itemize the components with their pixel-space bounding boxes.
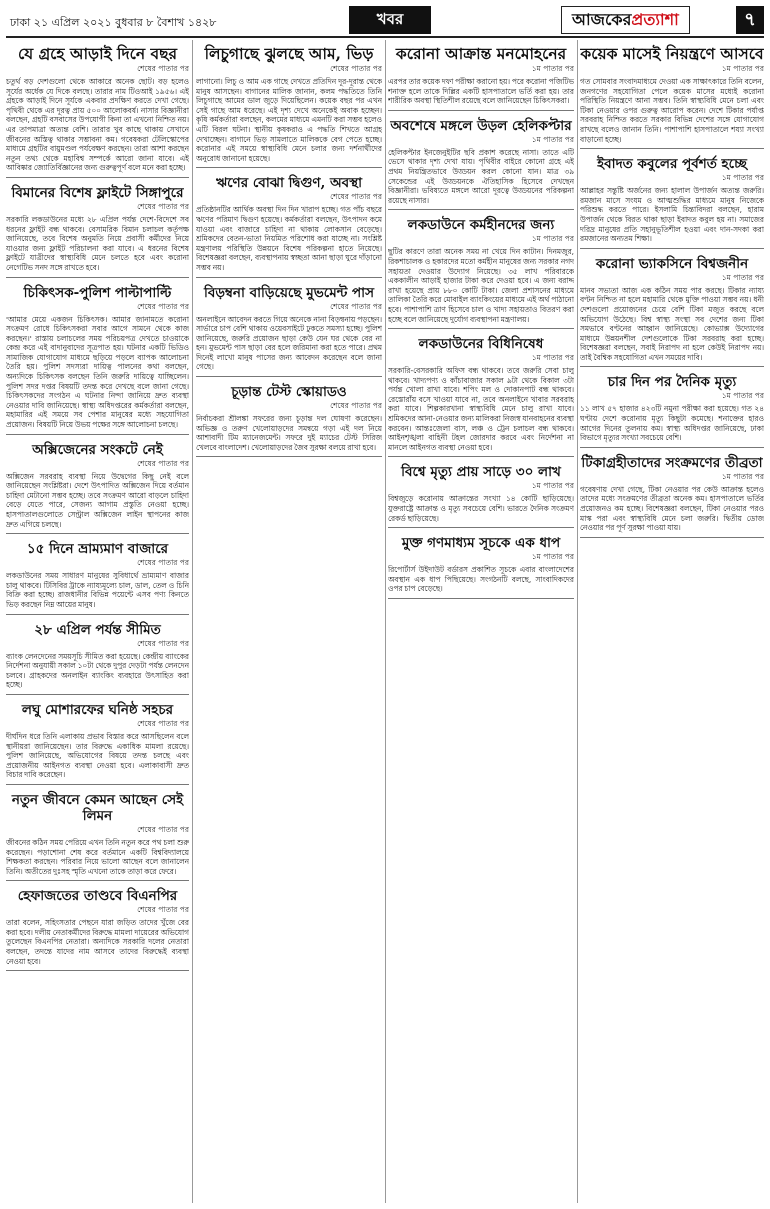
article-headline: করোনা ভ্যাকসিনে বিশ্বজনীন <box>595 255 749 272</box>
column-divider <box>385 40 386 1203</box>
article-headline: নতুন জীবনে কেমন আছেন সেই লিমন <box>11 791 184 824</box>
article-body: বিশ্বজুড়ে করোনায় আক্রান্তের সংখ্যা ১৪ কোটি ছাড়িয়েছে। যুক্তরাষ্ট্রে আক্রান্ত ও মৃত্যু সবচেয়ে বেশি। ভারতে দৈনিক সংক্রমণ রেকর্ড ছাড়িয়েছে। <box>388 494 574 523</box>
news-article <box>6 40 189 178</box>
article-headline: ১৫ দিনে ভ্রাম্যমাণ বাজারে <box>26 541 169 558</box>
article-headline: বিড়ম্বনা বাড়িয়েছে মুভমেন্ট পাস <box>203 284 375 301</box>
article-headline: যে গ্রহে আড়াই দিনে বছর <box>17 44 178 63</box>
column-2 <box>196 40 382 1203</box>
article-continuation-note: শেষের পাতার পর <box>330 64 382 73</box>
article-body: এরপর তার কয়েক দফা পরীক্ষা করানো হয়। পরে করোনা পজিটিভ শনাক্ত হলে তাকে দিল্লির একটি হাসপাতালে ভর্তি করা হয়। তার শারীরিক অবস্থা স্থিতিশীল রয়েছে বলে জানিয়েছেন চিকিৎসকরা। <box>388 77 574 106</box>
article-continuation-note: শেষের পাতার পর <box>137 301 189 311</box>
article-body: ১১ লাখ ৫৭ হাজার ৪২৩টি নমুনা পরীক্ষা করা হয়েছে। গত ২৪ ঘণ্টায় দেশে করোনায় মৃত্যু কিছুটা কমেছে। শনাক্তের হারও আগের দিনের তুলনায় কম। স্বাস্থ্য অধিদপ্তর জানিয়েছে, ঢাকা বিভাগে মৃত্যুর সংখ্যা সবচেয়ে বেশি। <box>580 404 764 443</box>
logo-accent: প্রত্যাশা <box>631 9 679 29</box>
article-body: দীর্ঘদিন ধরে তিনি এলাকায় প্রভাব বিস্তার করে আসছিলেন বলে স্থানীয়রা জানিয়েছেন। তার বিরুদ্ধে একাধিক মামলা রয়েছে। পুলিশ জানিয়েছে, অভিযোগের বিষয়ে তদন্ত চলছে এবং প্রয়োজনীয় আইনগত ব্যবস্থা নেওয়া হবে। এলাকাবাসী দ্রুত বিচার দাবি করেছেন। <box>6 731 189 780</box>
article-headline: অবশেষে মঙ্গলে উড়ল হেলিকপ্টার <box>390 117 572 134</box>
news-article <box>6 884 189 971</box>
article-headline: বিমানের বিশেষ ফ্লাইটে সিঙ্গাপুরে <box>11 184 184 201</box>
section-label: খবর <box>349 6 431 34</box>
article-headline: কয়েক মাসেই নিয়ন্ত্রণে আসবে <box>580 44 764 63</box>
article-continuation-note: ১ম পাতার পর <box>531 234 574 244</box>
news-article <box>6 618 189 695</box>
news-article <box>580 152 764 249</box>
article-headline: ঋণের বোঝা দ্বিগুণ, অবস্থা <box>215 175 363 192</box>
article-body: ব্যাংক লেনদেনের সময়সূচি সীমিত করা হয়েছে। কেন্দ্রীয় ব্যাংকের নির্দেশনা অনুযায়ী সকাল ১০টা থেকে দুপুর দেড়টা পর্যন্ত লেনদেন চলবে। গ্রাহকদের অনলাইন ব্যাংকিং ব্যবহারে উৎসাহিত করা হচ্ছে। <box>6 651 189 690</box>
news-article <box>580 451 764 538</box>
article-headline: করোনা আক্রান্ত মনমোহনের <box>395 44 567 63</box>
article-headline: লকডাউনে কর্মহীনদের জন্য <box>407 217 555 234</box>
article-continuation-note: শেষের পাতার পর <box>330 401 382 411</box>
article-continuation-note: ১ম পাতার পর <box>531 134 574 144</box>
article-continuation-note: শেষের পাতার পর <box>137 718 189 728</box>
logo-main: আজকের <box>572 9 632 29</box>
article-continuation-note: শেষের পাতার পর <box>137 64 189 73</box>
article-headline: লকডাউনের বিধিনিষেধ <box>418 336 544 353</box>
news-article <box>6 181 189 278</box>
news-article <box>388 213 574 329</box>
article-continuation-note: ১ম পাতার পর <box>531 64 574 73</box>
article-body: চতুর্থ বড় দেশগুলো থেকে আকারে অনেক ছোট। বড় হলেও সূর্যের অর্ধেক যে দিকে বলছে। তারার নাম টিওআই ১৯৫৬। এই গ্রহকে আড়াই দিনে সূর্যকে একবার প্রদক্ষিণ করতে দেখা গেছে। পৃথিবী থেকে এর দূরত্ব প্রায় ৫০০ আলোকবর্ষ। নাসার বিজ্ঞানীরা বলছেন, গ্রহটি বসবাসের উপযোগী কিনা তা এখনো নিশ্চিত নয়। এর তাপমাত্রা অত্যন্ত বেশি। তারার খুব কাছে থাকায় সেখানে জীবনের অস্তিত্ব থাকার সম্ভাবনা কম। গবেষকরা টেলিস্কোপের মাধ্যমে গ্রহটির বায়ুমণ্ডল পর্যবেক্ষণ করছেন। তারা আশা করছেন নতুন তথ্য থেকে মহাবিশ্ব সম্পর্কে আরো জানা যাবে। এই আবিষ্কার জ্যোতির্বিজ্ঞানের জন্য গুরুত্বপূর্ণ বলে মনে করা হচ্ছে। <box>6 77 189 173</box>
article-body: প্রতিষ্ঠানটির আর্থিক অবস্থা দিন দিন খারাপ হচ্ছে। গত পাঁচ বছরে ঋণের পরিমাণ দ্বিগুণ হয়েছে। কর্মকর্তারা বলছেন, উৎপাদন কমে যাওয়া এবং বাজারে চাহিদা না থাকায় লোকসান বেড়েছে। শ্রমিকদের বেতন-ভাতা নিয়মিত পরিশোধ করা যাচ্ছে না। সংশ্লিষ্ট মন্ত্রণালয় পরিস্থিতি উন্নয়নে বিশেষ পরিকল্পনা হাতে নিয়েছে। বিশেষজ্ঞরা বলছেন, ব্যবস্থাপনায় স্বচ্ছতা আনা ছাড়া ঘুরে দাঁড়ানো সম্ভব নয়। <box>196 205 382 272</box>
article-body: লকডাউনের সময় সাধারণ মানুষের সুবিধার্থে ভ্রাম্যমাণ বাজার চালু থাকবে। টিসিবির ট্রাকে ন্যায্যমূল্যে চাল, ডাল, তেল ও চিনি বিক্রি করা হচ্ছে। রাজধানীর বিভিন্ন পয়েন্টে এসব পণ্য কিনতে ভিড় করছেন নিম্ন আয়ের মানুষ। <box>6 571 189 609</box>
page-number: ৭ <box>736 6 764 34</box>
masthead <box>6 4 764 38</box>
article-continuation-note: শেষের পাতার পর <box>137 824 189 834</box>
news-article <box>196 40 382 168</box>
article-body: মানব সভ্যতা আজ এক কঠিন সময় পার করছে। টিকার ন্যায্য বণ্টন নিশ্চিত না হলে মহামারি থেকে মুক্তি পাওয়া সম্ভব নয়। ধনী দেশগুলো প্রয়োজনের চেয়ে বেশি টিকা মজুত করছে বলে অভিযোগ উঠেছে। বিশ্ব স্বাস্থ্য সংস্থা সব দেশের জন্য টিকা সমভাবে বণ্টনের আহ্বান জানিয়েছে। কোভ্যাক্স উদ্যোগের মাধ্যমে উন্নয়নশীল দেশগুলোকে টিকা সরবরাহ করা হচ্ছে। বিশেষজ্ঞরা বলছেন, সবাই নিরাপদ না হলে কেউই নিরাপদ নয়। তাই বৈশ্বিক সহযোগিতা এখন সময়ের দাবি। <box>580 285 764 362</box>
news-article <box>6 537 189 614</box>
article-headline: অক্সিজেনের সংকটে নেই <box>32 441 163 458</box>
news-article <box>388 460 574 528</box>
article-body: সরকারি-বেসরকারি অফিস বন্ধ থাকবে। তবে জরুরি সেবা চালু থাকবে। খাদ্যপণ্য ও কাঁচাবাজার সকাল ৯টা থেকে বিকাল ৩টা পর্যন্ত খোলা রাখা যাবে। শপিং মল ও দোকানপাট বন্ধ থাকবে। রেস্তোরাঁয় বসে খাওয়া যাবে না, তবে অনলাইনে খাবার সরবরাহ করা যাবে। শিল্পকারখানা স্বাস্থ্যবিধি মেনে চালু রাখা যাবে। শ্রমিকদের আনা-নেওয়ার জন্য মালিকরা নিজস্ব যানবাহনের ব্যবস্থা করবেন। আন্তঃজেলা বাস, লঞ্চ ও ট্রেন চলাচল বন্ধ থাকবে। আইনশৃঙ্খলা বাহিনী টহল জোরদার করবে এবং নির্দেশনা না মানলে আইনগত ব্যবস্থা নেওয়া হবে। <box>388 366 574 452</box>
newspaper-logo <box>561 6 690 34</box>
column-divider <box>577 40 578 1203</box>
news-article <box>196 281 382 378</box>
article-continuation-note: ১ম পাতার পর <box>721 64 764 73</box>
article-body: তারা বলেন, সহিংসতার পেছনে যারা জড়িত তাদের খুঁজে বের করা হবে। দলীয় নেতাকর্মীদের বিরুদ্ধে মামলা দায়েরের অভিযোগ তুলেছেন বিএনপির নেতারা। অন্যদিকে সরকারি দলের নেতারা বলছেন, তদন্তে যাদের নাম আসবে তাদের বিরুদ্ধেই ব্যবস্থা নেওয়া হবে। <box>6 918 189 966</box>
article-continuation-note: ১ম পাতার পর <box>721 391 764 401</box>
news-article <box>388 40 574 111</box>
article-headline: টিকাগ্রহীতাদের সংক্রমণের তীব্রতা <box>581 454 763 471</box>
article-headline: বিশ্বে মৃত্যু প্রায় সাড়ে ৩০ লাখ <box>401 464 561 481</box>
news-article <box>388 332 574 457</box>
article-continuation-note: ১ম পাতার পর <box>531 552 574 562</box>
article-body: গবেষণায় দেখা গেছে, টিকা নেওয়ার পর কেউ আক্রান্ত হলেও তাদের মধ্যে সংক্রমণের তীব্রতা অনেক কম। হাসপাতালে ভর্তির প্রয়োজনও কম হচ্ছে। বিশেষজ্ঞরা বলছেন, টিকা নেওয়ার পরও মাস্ক পরা এবং স্বাস্থ্যবিধি মেনে চলা জরুরি। দ্বিতীয় ডোজ নেওয়ার পর পূর্ণ সুরক্ষা পাওয়া যায়। <box>580 484 764 533</box>
article-body: জীবনের কঠিন সময় পেরিয়ে এখন তিনি নতুন করে পথ চলা শুরু করেছেন। পড়াশোনা শেষ করে বর্তমানে একটি বিশ্ববিদ্যালয়ে শিক্ষকতা করছেন। পরিবার নিয়ে ভালো আছেন বলে জানালেন তিনি। অতীতের দুঃসহ স্মৃতি এখনো তাকে তাড়া করে ফেরে। <box>6 837 189 876</box>
article-continuation-note: শেষের পাতার পর <box>137 201 189 211</box>
news-article <box>6 788 189 881</box>
article-continuation-note: ১ম পাতার পর <box>531 481 574 491</box>
news-article <box>6 438 189 535</box>
article-body: গত সোমবার সংবাদমাধ্যমে দেওয়া এক সাক্ষাৎকারে তিনি বলেন, জনগণের সহযোগিতা পেলে কয়েক মাসের মধ্যেই করোনা পরিস্থিতি নিয়ন্ত্রণে আনা সম্ভব। তিনি স্বাস্থ্যবিধি মেনে চলা এবং টিকা নেওয়ার ওপর গুরুত্ব আরোপ করেন। দেশে টিকার পর্যাপ্ত সরবরাহ নিশ্চিত করতে সরকার বিভিন্ন দেশের সঙ্গে যোগাযোগ রাখছে বলেও জানান তিনি। পাশাপাশি হাসপাতালে শয্যা সংখ্যা বাড়ানো হচ্ছে। <box>580 77 764 144</box>
article-continuation-note: ১ম পাতার পর <box>721 272 764 282</box>
article-continuation-note: শেষের পাতার পর <box>330 301 382 311</box>
article-body: অক্সিজেন সরবরাহ ব্যবস্থা নিয়ে উদ্বেগের কিছু নেই বলে জানিয়েছেন সংশ্লিষ্টরা। দেশে উৎপাদিত অক্সিজেন দিয়ে বর্তমান চাহিদা মেটানো সম্ভব হচ্ছে। তবে সংক্রমণ আরো বাড়লে চাহিদা বেড়ে যেতে পারে, সেজন্য আগাম প্রস্তুতি নেওয়া হচ্ছে। হাসপাতালগুলোতে সেন্ট্রাল অক্সিজেন লাইন স্থাপনের কাজ দ্রুত এগিয়ে চলছে। <box>6 471 189 529</box>
article-continuation-note: শেষের পাতার পর <box>137 558 189 568</box>
article-continuation-note: শেষের পাতার পর <box>137 905 189 915</box>
article-headline: চূড়ান্ত টেস্ট স্কোয়াডও <box>231 384 347 401</box>
article-continuation-note: শেষের পাতার পর <box>137 638 189 648</box>
article-headline: চিকিৎসক-পুলিশ পাল্টাপাল্টি <box>23 284 172 301</box>
article-headline: ইবাদত কবুলের পূর্বশর্ত হচ্ছে <box>597 156 747 173</box>
article-continuation-note: শেষের পাতার পর <box>330 192 382 202</box>
article-headline: চার দিন পর দৈনিক মৃত্যু <box>607 374 737 391</box>
news-article <box>580 370 764 447</box>
issue-date: ঢাকা ২১ এপ্রিল ২০২১ বুধবার ৮ বৈশাখ ১৪২৮ <box>10 16 217 29</box>
article-body: অনলাইনে আবেদন করতে গিয়ে অনেকে নানা বিড়ম্বনায় পড়ছেন। সার্ভারে চাপ বেশি থাকায় ওয়েবসাইটে ঢুকতে সমস্যা হচ্ছে। পুলিশ জানিয়েছে, জরুরি প্রয়োজন ছাড়া কেউ যেন ঘর থেকে বের না হন। মুভমেন্ট পাস ছাড়া বের হলে জরিমানা করা হতে পারে। প্রথম দিনেই লাখো মানুষ পাসের জন্য আবেদন করেছেন বলে জানা গেছে। <box>196 314 382 372</box>
article-headline: হেফাজতের তাণ্ডবে বিএনপির <box>17 888 178 905</box>
column-4 <box>580 40 764 1203</box>
column-1 <box>6 40 189 1203</box>
article-headline: লিচুগাছে ঝুলছে আম, ভিড় <box>204 44 374 63</box>
news-article <box>580 252 764 368</box>
article-body: রিপোর্টার্স উইদাউট বর্ডারস প্রকাশিত সূচকে এবার বাংলাদেশের অবস্থান এক ধাপ পিছিয়েছে। সংগঠনটি বলছে, সাংবাদিকদের ওপর চাপ বেড়েছে। <box>388 565 574 594</box>
news-article <box>388 531 574 599</box>
article-body: সরকারি লকডাউনের মধ্যে ২৮ এপ্রিল পর্যন্ত দেশে-বিদেশে সব ধরনের ফ্লাইট বন্ধ থাকবে। বেসামরিক বিমান চলাচল কর্তৃপক্ষ জানিয়েছে, তবে বিশেষ অনুমতি নিয়ে প্রবাসী কর্মীদের নিয়ে যাওয়ার জন্য ফ্লাইট পরিচালনা করা যাবে। এ ধরনের বিশেষ ফ্লাইটে যাত্রীদের স্বাস্থ্যবিধি মেনে চলতে হবে এবং করোনা নেগেটিভ সনদ সঙ্গে রাখতে হবে। <box>6 214 189 272</box>
article-body: নির্বাচকরা শ্রীলঙ্কা সফরের জন্য চূড়ান্ত দল ঘোষণা করেছেন। অভিজ্ঞ ও তরুণ খেলোয়াড়দের সমন্বয়ে গড়া এই দল নিয়ে আশাবাদী টিম ম্যানেজমেন্ট। সফরে দুই ম্যাচের টেস্ট সিরিজ খেলবে বাংলাদেশ। খেলোয়াড়দের জৈব সুরক্ষা বলয়ে রাখা হবে। <box>196 414 382 452</box>
article-body: লাগানো। লিচু ও আম এক গাছে দেখতে প্রতিদিন দূর-দূরান্ত থেকে মানুষ আসছেন। বাগানের মালিক জানান, কলম পদ্ধতিতে তিনি লিচুগাছে আমের ডাল জুড়ে দিয়েছিলেন। কয়েক বছর পর এখন সেই গাছে আম ধরেছে। এই দৃশ্য দেখে অনেকেই অবাক হচ্ছেন। কৃষি কর্মকর্তারা বলছেন, কলমের মাধ্যমে এমনটি করা সম্ভব হলেও এটি বিরল ঘটনা। স্থানীয় কৃষকরাও এ পদ্ধতি শিখতে আগ্রহ দেখাচ্ছেন। বাগানে ভিড় সামলাতে মালিককে বেগ পেতে হচ্ছে। করোনার এই সময়ে স্বাস্থ্যবিধি মেনে চলার জন্য দর্শনার্থীদের অনুরোধ জানানো হয়েছে। <box>196 77 382 163</box>
article-headline: ২৮ এপ্রিল পর্যন্ত সীমিত <box>34 621 161 638</box>
news-article <box>6 281 189 435</box>
article-body: 'আমার মেয়ে একজন চিকিৎসক। আমার জানামতে করোনা সংক্রমণ রোধে চিকিৎসকরা সবার আগে সামনে থেকে কাজ করছেন।' রাস্তায় চলাচলের সময় পরিচয়পত্র দেখতে চাওয়াকে কেন্দ্র করে এই বাদানুবাদের সূত্রপাত হয়। ঘটনার একটি ভিডিও সামাজিক যোগাযোগ মাধ্যমে ছড়িয়ে পড়লে ব্যাপক আলোচনা তৈরি হয়। পুলিশ সদস্যরা দায়িত্ব পালনের কথা বলছেন, অন্যদিকে চিকিৎসক বলছেন তিনি জরুরি দায়িত্বে যাচ্ছিলেন। পুলিশ সদর দপ্তর বিষয়টি তদন্ত করে দেখছে বলে জানা গেছে। চিকিৎসকদের সংগঠন এ ঘটনার নিন্দা জানিয়ে দ্রুত ব্যবস্থা নেওয়ার দাবি জানিয়েছে। স্বাস্থ্য অধিদপ্তরের কর্মকর্তারা বলছেন, মহামারির এই সময়ে সব পেশার মানুষের মধ্যে সহযোগিতা প্রয়োজন। বিষয়টি নিয়ে উভয় পক্ষের সঙ্গে আলোচনা চলছে। <box>6 314 189 430</box>
news-article <box>580 40 764 149</box>
article-continuation-note: ১ম পাতার পর <box>531 353 574 363</box>
article-body: ছুটির কারণে তারা অনেক সময় না খেয়ে দিন কাটান। দিনমজুর, রিকশাচালক ও হকারদের মতো কর্মহীন মানুষের জন্য সরকার নগদ সহায়তা দেওয়ার উদ্যোগ নিয়েছে। ৩৫ লাখ পরিবারকে এককালীন আড়াই হাজার টাকা করে দেওয়া হবে। এ জন্য বরাদ্দ রাখা হয়েছে প্রায় ৮৮০ কোটি টাকা। জেলা প্রশাসনের মাধ্যমে তালিকা তৈরি করে মোবাইল ব্যাংকিংয়ের মাধ্যমে এই অর্থ পাঠানো হবে। পাশাপাশি ত্রাণ হিসেবে চাল ও খাদ্য সহায়তাও বিতরণ করা হচ্ছে বলে জানিয়েছে দুর্যোগ ব্যবস্থাপনা মন্ত্রণালয়। <box>388 247 574 324</box>
article-continuation-note: ১ম পাতার পর <box>721 471 764 481</box>
article-headline: মুক্ত গণমাধ্যম সূচকে এক ধাপ <box>401 535 561 552</box>
news-article <box>196 171 382 277</box>
article-headline: লঘু মোশারফের ঘনিষ্ঠ সহচর <box>21 701 174 718</box>
news-article <box>388 114 574 211</box>
article-continuation-note: ১ম পাতার পর <box>721 173 764 183</box>
article-body: আল্লাহর সন্তুষ্টি অর্জনের জন্য হালাল উপার্জন অত্যন্ত জরুরি। রমজান মাসে সংযম ও আত্মশুদ্ধির মাধ্যমে মানুষ নিজেকে পরিশুদ্ধ করতে পারে। ইসলামি চিন্তাবিদরা বলছেন, হারাম উপার্জন থেকে বিরত থাকা ছাড়া ইবাদত কবুল হয় না। সমাজের দরিদ্র মানুষের প্রতি সহানুভূতিশীল হওয়া এবং দান-সদকা করা রমজানের অন্যতম শিক্ষা। <box>580 186 764 244</box>
article-body: হেলিকপ্টার ইনজেনুইটির ছবি প্রকাশ করেছে নাসা। তাতে এটি ভেসে থাকার দৃশ্য দেখা যায়। পৃথিবীর বাইরে কোনো গ্রহে এই প্রথম নিয়ন্ত্রিতভাবে উড্ডয়ন করল কোনো যান। মাত্র ৩৯ সেকেন্ডের এই উড্ডয়নকে ঐতিহাসিক হিসেবে দেখছেন বিজ্ঞানীরা। ভবিষ্যতে মঙ্গলে আরো দূরত্বে উড্ডয়নের পরিকল্পনা রয়েছে নাসার। <box>388 147 574 205</box>
news-article <box>6 698 189 785</box>
column-3 <box>388 40 574 1203</box>
article-continuation-note: শেষের পাতার পর <box>137 458 189 468</box>
column-divider <box>192 40 193 1203</box>
news-article <box>196 380 382 457</box>
